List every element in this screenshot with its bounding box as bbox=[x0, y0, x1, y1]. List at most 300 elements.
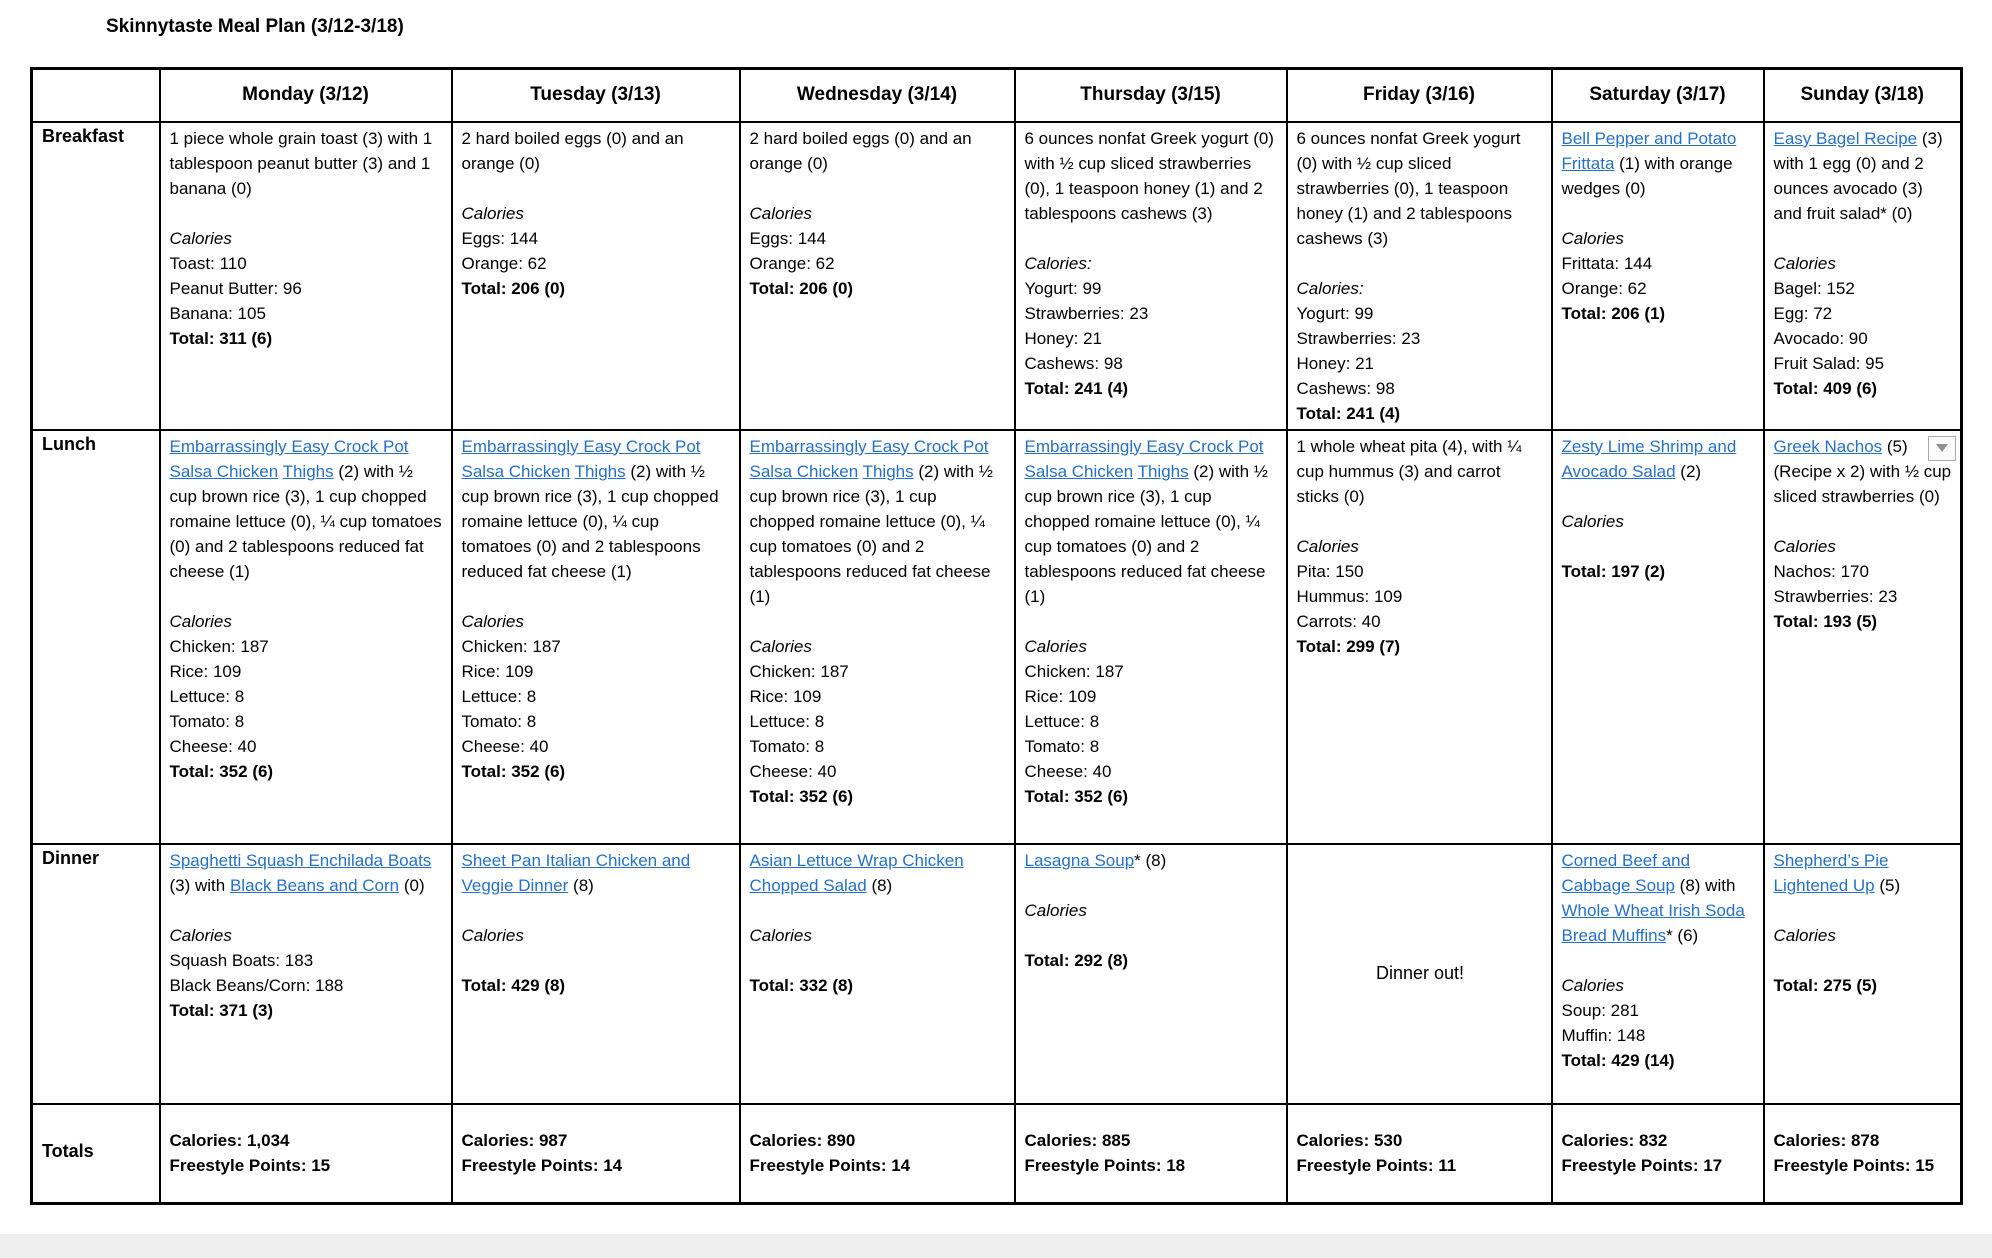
plain-text: Lettuce: 8 bbox=[461, 686, 537, 706]
total-text: Freestyle Points: 15 bbox=[169, 1156, 331, 1176]
text-line bbox=[1774, 1153, 1954, 1178]
total-text: Calories: 885 bbox=[1024, 1131, 1131, 1151]
plain-text: (2) with ½ cup brown rice (3), 1 cup chopped romaine lettuce (0), ¼ cup tomatoes (0) and 2 tablespoons reduced fat cheese (1) bbox=[169, 461, 442, 581]
recipe-link[interactable]: Zesty Lime Shrimp and Avocado Salad bbox=[1561, 436, 1737, 481]
text-line bbox=[170, 434, 444, 584]
plain-text: (8) bbox=[568, 875, 594, 895]
plain-text: Soup: 281 bbox=[1561, 1000, 1640, 1020]
total-text: Calories: 1,034 bbox=[169, 1131, 290, 1151]
text-line bbox=[1774, 376, 1954, 401]
corner-cell bbox=[32, 69, 160, 122]
cell-tuesday-lunch bbox=[452, 430, 740, 844]
total-text: Total: 206 (0) bbox=[749, 278, 854, 298]
text-line bbox=[462, 609, 732, 634]
cell-friday-totals bbox=[1287, 1104, 1552, 1204]
text-line bbox=[750, 948, 1007, 973]
text-line bbox=[1562, 998, 1756, 1023]
plain-text: Orange: 62 bbox=[1561, 278, 1647, 298]
total-text: Freestyle Points: 18 bbox=[1024, 1156, 1186, 1176]
dropdown-arrow-icon[interactable] bbox=[1928, 436, 1956, 461]
text-line bbox=[1774, 126, 1954, 226]
text-line bbox=[1774, 1128, 1954, 1153]
cell-friday-dinner bbox=[1287, 844, 1552, 1104]
text-line bbox=[1297, 301, 1544, 326]
text-line bbox=[462, 734, 732, 759]
row-label-totals: Totals bbox=[32, 1104, 160, 1204]
plain-text: 2 hard boiled eggs (0) and an orange (0) bbox=[461, 128, 684, 173]
recipe-link[interactable]: Embarrassingly Easy Crock Pot Salsa Chicken bbox=[461, 436, 701, 481]
text-line bbox=[1562, 973, 1756, 998]
plain-text: Lettuce: 8 bbox=[169, 686, 245, 706]
cell-wednesday-breakfast bbox=[740, 122, 1015, 430]
text-line bbox=[750, 898, 1007, 923]
calories-heading: Calories bbox=[1024, 900, 1087, 920]
text-line bbox=[1774, 898, 1954, 923]
text-line bbox=[462, 276, 732, 301]
recipe-link[interactable]: Shepherd’s Pie Lightened Up bbox=[1773, 850, 1889, 895]
text-line bbox=[1562, 1153, 1756, 1178]
text-line bbox=[462, 251, 732, 276]
text-line bbox=[1025, 1128, 1279, 1153]
text-line bbox=[1774, 509, 1954, 534]
text-line bbox=[170, 634, 444, 659]
text-line bbox=[1297, 434, 1544, 509]
text-line bbox=[170, 301, 444, 326]
text-line bbox=[1562, 1128, 1756, 1153]
recipe-link[interactable]: Lasagna Soup bbox=[1024, 850, 1135, 870]
recipe-link[interactable]: Whole Wheat Irish Soda Bread Muffins bbox=[1561, 900, 1745, 945]
text-line bbox=[170, 251, 444, 276]
calories-heading: Calories bbox=[1773, 925, 1836, 945]
text-line bbox=[1025, 351, 1279, 376]
text-line bbox=[1562, 1048, 1756, 1073]
text-line bbox=[750, 201, 1007, 226]
recipe-link[interactable]: Black Beans and Corn bbox=[229, 875, 400, 895]
text-line bbox=[170, 923, 444, 948]
plain-text: Hummus: 109 bbox=[1296, 586, 1403, 606]
text-line bbox=[170, 734, 444, 759]
text-line bbox=[170, 276, 444, 301]
text-line bbox=[462, 634, 732, 659]
row-label-breakfast: Breakfast bbox=[32, 122, 160, 430]
lunch-row bbox=[32, 430, 1962, 844]
calories-heading: Calories bbox=[1773, 536, 1836, 556]
text-line bbox=[1562, 848, 1756, 948]
text-line bbox=[1025, 126, 1279, 226]
recipe-link[interactable]: Thighs bbox=[574, 461, 626, 481]
column-header-tuesday: Tuesday (3/13) bbox=[452, 69, 740, 122]
total-text: Total: 409 (6) bbox=[1773, 378, 1878, 398]
text-line bbox=[170, 1128, 444, 1153]
plain-text: Yogurt: 99 bbox=[1296, 303, 1374, 323]
text-line bbox=[462, 201, 732, 226]
total-text: Total: 352 (6) bbox=[169, 761, 274, 781]
text-line bbox=[1774, 923, 1954, 948]
recipe-link[interactable]: Thighs bbox=[282, 461, 334, 481]
text-line bbox=[170, 609, 444, 634]
plain-text: (8) bbox=[866, 875, 893, 895]
recipe-link[interactable]: Asian Lettuce Wrap Chicken Chopped Salad bbox=[749, 850, 964, 895]
text-line bbox=[462, 176, 732, 201]
text-line bbox=[1774, 351, 1954, 376]
plain-text: Fruit Salad: 95 bbox=[1773, 353, 1885, 373]
total-text: Freestyle Points: 11 bbox=[1296, 1156, 1457, 1176]
plain-text: (0) bbox=[399, 875, 425, 895]
text-line bbox=[1297, 251, 1544, 276]
text-line bbox=[170, 584, 444, 609]
cell-monday-dinner bbox=[160, 844, 452, 1104]
plain-text: Rice: 109 bbox=[1024, 686, 1097, 706]
calories-heading: Calories bbox=[1561, 228, 1624, 248]
plain-text: Rice: 109 bbox=[169, 661, 242, 681]
total-text: Total: 429 (14) bbox=[1561, 1050, 1675, 1070]
text-line bbox=[1025, 276, 1279, 301]
text-line bbox=[750, 434, 1007, 609]
text-line bbox=[1297, 609, 1544, 634]
total-text: Calories: 890 bbox=[749, 1131, 856, 1151]
plain-text: (2) with ½ cup brown rice (3), 1 cup chopped romaine lettuce (0), ¼ cup tomatoes (0) and 2 tablespoons reduced fat cheese (1) bbox=[749, 461, 993, 606]
total-text: Calories: 832 bbox=[1561, 1131, 1668, 1151]
recipe-link[interactable]: Bell Pepper and Potato Frittata bbox=[1561, 128, 1737, 173]
plain-text: Rice: 109 bbox=[461, 661, 534, 681]
text-line bbox=[170, 126, 444, 201]
total-text: Total: 352 (6) bbox=[749, 786, 854, 806]
plain-text: (5) bbox=[1874, 875, 1901, 895]
plain-text: Rice: 109 bbox=[749, 686, 822, 706]
recipe-link[interactable]: Thighs bbox=[862, 461, 914, 481]
plain-text: Strawberries: 23 bbox=[1024, 303, 1149, 323]
text-line bbox=[750, 734, 1007, 759]
total-text: Total: 292 (8) bbox=[1024, 950, 1129, 970]
calories-heading: Calories bbox=[1561, 975, 1624, 995]
text-line bbox=[750, 1153, 1007, 1178]
recipe-link[interactable]: Easy Bagel Recipe bbox=[1773, 128, 1918, 148]
text-line bbox=[1297, 559, 1544, 584]
text-line bbox=[1297, 634, 1544, 659]
calories-heading: Calories bbox=[169, 925, 232, 945]
cell-saturday-totals bbox=[1552, 1104, 1764, 1204]
total-text: Total: 206 (0) bbox=[461, 278, 566, 298]
text-line bbox=[750, 226, 1007, 251]
plain-text: (2) with ½ cup brown rice (3), 1 cup chopped romaine lettuce (0), ¼ cup tomatoes (0) and 2 tablespoons reduced fat cheese (1) bbox=[1024, 461, 1268, 606]
calories-heading: Calories bbox=[1773, 253, 1836, 273]
text-line bbox=[462, 659, 732, 684]
text-line bbox=[1562, 559, 1756, 584]
text-line bbox=[1774, 434, 1954, 509]
text-line bbox=[1025, 634, 1279, 659]
text-line bbox=[1025, 251, 1279, 276]
calories-heading: Calories bbox=[461, 925, 524, 945]
text-line bbox=[1297, 126, 1544, 251]
text-line bbox=[1025, 709, 1279, 734]
text-line bbox=[750, 1128, 1007, 1153]
text-line bbox=[170, 201, 444, 226]
total-text: Total: 429 (8) bbox=[461, 975, 566, 995]
text-line bbox=[750, 923, 1007, 948]
recipe-link[interactable]: Corned Beef and Cabbage Soup bbox=[1561, 850, 1691, 895]
dinner-row bbox=[32, 844, 1962, 1104]
plain-text: (1) with orange wedges (0) bbox=[1561, 153, 1733, 198]
text-line bbox=[1297, 961, 1544, 986]
page-title: Skinnytaste Meal Plan (3/12-3/18) bbox=[106, 16, 404, 37]
cell-sunday-totals bbox=[1764, 1104, 1962, 1204]
total-text: Freestyle Points: 14 bbox=[749, 1156, 911, 1176]
column-header-thursday: Thursday (3/15) bbox=[1015, 69, 1287, 122]
text-line bbox=[170, 898, 444, 923]
cell-thursday-lunch bbox=[1015, 430, 1287, 844]
total-text: Total: 275 (5) bbox=[1773, 975, 1878, 995]
plain-text: Tomato: 8 bbox=[1024, 736, 1100, 756]
text-line bbox=[1774, 326, 1954, 351]
text-line bbox=[1774, 848, 1954, 898]
text-line bbox=[170, 1153, 444, 1178]
text-line bbox=[462, 126, 732, 176]
cell-monday-totals bbox=[160, 1104, 452, 1204]
plain-text: * (6) bbox=[1666, 925, 1699, 945]
text-line bbox=[750, 848, 1007, 898]
recipe-link[interactable]: Spaghetti Squash Enchilada Boats bbox=[169, 850, 432, 870]
plain-text: Lettuce: 8 bbox=[749, 711, 825, 731]
text-line bbox=[1025, 948, 1279, 973]
recipe-link[interactable]: Embarrassingly Easy Crock Pot Salsa Chicken bbox=[1024, 436, 1264, 481]
total-text: Total: 371 (3) bbox=[169, 1000, 274, 1020]
total-text: Total: 311 (6) bbox=[169, 328, 273, 348]
text-line bbox=[462, 948, 732, 973]
plain-text: (3) with 1 egg (0) and 2 ounces avocado (3) and fruit salad* (0) bbox=[1773, 128, 1943, 223]
meal-plan-table bbox=[30, 67, 1963, 1205]
text-line bbox=[1025, 301, 1279, 326]
text-line bbox=[1774, 584, 1954, 609]
text-line bbox=[1297, 1128, 1544, 1153]
total-text: Total: 241 (4) bbox=[1024, 378, 1129, 398]
plain-text: Lettuce: 8 bbox=[1024, 711, 1100, 731]
text-line bbox=[1025, 1153, 1279, 1178]
plain-text: 6 ounces nonfat Greek yogurt (0) with ½ cup sliced strawberries (0), 1 teaspoon honey (1) and 2 tablespoons cashews (3) bbox=[1296, 128, 1521, 248]
plain-text: (2) bbox=[1675, 461, 1702, 481]
total-text: Freestyle Points: 17 bbox=[1561, 1156, 1723, 1176]
text-line bbox=[170, 998, 444, 1023]
text-line bbox=[1025, 848, 1279, 873]
calories-heading: Calories bbox=[169, 611, 232, 631]
plain-text: Strawberries: 23 bbox=[1296, 328, 1421, 348]
plain-text: 1 whole wheat pita (4), with ¼ cup hummus (3) and carrot sticks (0) bbox=[1296, 436, 1522, 506]
calories-heading: Calories bbox=[1024, 636, 1087, 656]
text-line bbox=[1297, 401, 1544, 426]
text-line bbox=[1025, 376, 1279, 401]
text-line bbox=[1562, 251, 1756, 276]
text-line bbox=[170, 326, 444, 351]
plain-text: Chicken: 187 bbox=[1024, 661, 1124, 681]
plain-text: Cheese: 40 bbox=[749, 761, 837, 781]
recipe-link[interactable]: Thighs bbox=[1137, 461, 1189, 481]
total-text: Total: 352 (6) bbox=[1024, 786, 1129, 806]
totals-row bbox=[32, 1104, 1962, 1204]
text-line bbox=[1774, 559, 1954, 584]
plain-text: Chicken: 187 bbox=[749, 661, 849, 681]
plain-text: Peanut Butter: 96 bbox=[169, 278, 302, 298]
text-line bbox=[1562, 948, 1756, 973]
recipe-link[interactable]: Sheet Pan Italian Chicken and Veggie Dinner bbox=[461, 850, 691, 895]
text-line bbox=[1025, 734, 1279, 759]
text-line bbox=[1562, 1023, 1756, 1048]
cell-saturday-dinner bbox=[1552, 844, 1764, 1104]
plain-text: (2) with ½ cup brown rice (3), 1 cup chopped romaine lettuce (0), ¼ cup tomatoes (0) and 2 tablespoons reduced fat cheese (1) bbox=[461, 461, 719, 581]
calories-heading: Calories: bbox=[1296, 278, 1364, 298]
text-line bbox=[1562, 226, 1756, 251]
text-line bbox=[1025, 226, 1279, 251]
plain-text: Squash Boats: 183 bbox=[169, 950, 314, 970]
plain-text: Chicken: 187 bbox=[461, 636, 561, 656]
text-line bbox=[750, 609, 1007, 634]
cell-wednesday-totals bbox=[740, 1104, 1015, 1204]
text-line bbox=[1025, 684, 1279, 709]
text-line bbox=[462, 1153, 732, 1178]
plain-text: Toast: 110 bbox=[169, 253, 247, 273]
total-text: Freestyle Points: 15 bbox=[1773, 1156, 1935, 1176]
text-line bbox=[170, 659, 444, 684]
plain-text: 1 piece whole grain toast (3) with 1 tablespoon peanut butter (3) and 1 banana (0) bbox=[169, 128, 433, 198]
text-line bbox=[462, 923, 732, 948]
calories-heading: Calories bbox=[749, 203, 812, 223]
text-line bbox=[1025, 784, 1279, 809]
breakfast-row bbox=[32, 122, 1962, 430]
total-text: Total: 332 (8) bbox=[749, 975, 854, 995]
text-line bbox=[750, 176, 1007, 201]
plain-text: Cashews: 98 bbox=[1024, 353, 1123, 373]
text-line bbox=[170, 226, 444, 251]
text-line bbox=[1297, 584, 1544, 609]
text-line bbox=[462, 1128, 732, 1153]
text-line bbox=[1774, 534, 1954, 559]
text-line bbox=[462, 759, 732, 784]
calories-heading: Calories bbox=[169, 228, 232, 248]
text-line bbox=[1297, 326, 1544, 351]
text-line bbox=[1774, 226, 1954, 251]
text-line bbox=[462, 848, 732, 898]
text-line bbox=[1297, 376, 1544, 401]
plain-text: Cheese: 40 bbox=[1024, 761, 1112, 781]
plain-text: 2 hard boiled eggs (0) and an orange (0) bbox=[749, 128, 972, 173]
text-line bbox=[1025, 759, 1279, 784]
plain-text: Cheese: 40 bbox=[461, 736, 549, 756]
total-text: Calories: 878 bbox=[1773, 1131, 1880, 1151]
text-line bbox=[1562, 126, 1756, 201]
plain-text: Pita: 150 bbox=[1296, 561, 1364, 581]
text-line bbox=[1297, 534, 1544, 559]
calories-heading: Calories bbox=[749, 925, 812, 945]
plain-text: Black Beans/Corn: 188 bbox=[169, 975, 344, 995]
calories-heading: Calories bbox=[461, 203, 524, 223]
text-line bbox=[750, 973, 1007, 998]
cell-tuesday-dinner bbox=[452, 844, 740, 1104]
plain-text: 6 ounces nonfat Greek yogurt (0) with ½ cup sliced strawberries (0), 1 teaspoon honey (1) and 2 tablespoons cashews (3) bbox=[1024, 128, 1274, 223]
plain-text: Muffin: 148 bbox=[1561, 1025, 1646, 1045]
cell-sunday-dinner bbox=[1764, 844, 1962, 1104]
row-label-lunch: Lunch bbox=[32, 430, 160, 844]
text-line bbox=[750, 251, 1007, 276]
total-text: Total: 241 (4) bbox=[1296, 403, 1401, 423]
cell-thursday-totals bbox=[1015, 1104, 1287, 1204]
plain-text: Yogurt: 99 bbox=[1024, 278, 1102, 298]
recipe-link[interactable]: Greek Nachos bbox=[1773, 436, 1883, 456]
cell-wednesday-lunch bbox=[740, 430, 1015, 844]
total-text: Calories: 530 bbox=[1296, 1131, 1403, 1151]
text-line bbox=[170, 709, 444, 734]
plain-text: Bagel: 152 bbox=[1773, 278, 1855, 298]
text-line bbox=[462, 973, 732, 998]
text-line bbox=[750, 659, 1007, 684]
text-line bbox=[170, 948, 444, 973]
plain-text: Nachos: 170 bbox=[1773, 561, 1869, 581]
plain-text: Orange: 62 bbox=[461, 253, 547, 273]
cell-thursday-breakfast bbox=[1015, 122, 1287, 430]
text-line bbox=[1562, 509, 1756, 534]
text-line bbox=[1774, 276, 1954, 301]
plain-text: Avocado: 90 bbox=[1773, 328, 1868, 348]
text-line bbox=[462, 898, 732, 923]
plain-text: Strawberries: 23 bbox=[1773, 586, 1898, 606]
plain-text: Egg: 72 bbox=[1773, 303, 1833, 323]
text-line bbox=[170, 684, 444, 709]
cell-monday-breakfast bbox=[160, 122, 452, 430]
column-header-wednesday: Wednesday (3/14) bbox=[740, 69, 1015, 122]
cell-sunday-lunch bbox=[1764, 430, 1962, 844]
down-triangle-icon bbox=[1936, 444, 1948, 452]
text-line bbox=[1562, 484, 1756, 509]
text-line bbox=[462, 584, 732, 609]
total-text: Freestyle Points: 14 bbox=[461, 1156, 623, 1176]
text-line bbox=[462, 226, 732, 251]
calories-heading: Calories bbox=[749, 636, 812, 656]
text-line bbox=[750, 126, 1007, 176]
cell-tuesday-totals bbox=[452, 1104, 740, 1204]
recipe-link[interactable]: Embarrassingly Easy Crock Pot Salsa Chicken bbox=[169, 436, 409, 481]
text-line bbox=[750, 684, 1007, 709]
plain-text: Cheese: 40 bbox=[169, 736, 257, 756]
total-text: Total: 206 (1) bbox=[1561, 303, 1666, 323]
plain-text: (8) with bbox=[1674, 875, 1736, 895]
total-text: Total: 193 (5) bbox=[1773, 611, 1878, 631]
text-line bbox=[1025, 434, 1279, 609]
cell-friday-lunch bbox=[1287, 430, 1552, 844]
text-line bbox=[1025, 659, 1279, 684]
plain-text: Eggs: 144 bbox=[749, 228, 827, 248]
text-line bbox=[462, 709, 732, 734]
text-line bbox=[1297, 276, 1544, 301]
text-line bbox=[1025, 609, 1279, 634]
plain-text: Banana: 105 bbox=[169, 303, 266, 323]
text-line bbox=[750, 634, 1007, 659]
column-header-monday: Monday (3/12) bbox=[160, 69, 452, 122]
text-line bbox=[750, 709, 1007, 734]
text-line bbox=[1774, 948, 1954, 973]
text-line bbox=[1025, 898, 1279, 923]
cell-saturday-breakfast bbox=[1552, 122, 1764, 430]
plain-text: * (8) bbox=[1134, 850, 1167, 870]
text-line bbox=[1297, 509, 1544, 534]
plain-text: Tomato: 8 bbox=[169, 711, 245, 731]
page-bottom-edge bbox=[0, 1234, 1992, 1258]
column-header-sunday: Sunday (3/18) bbox=[1764, 69, 1962, 122]
text-line bbox=[1025, 326, 1279, 351]
text-line bbox=[1562, 301, 1756, 326]
plain-text: Chicken: 187 bbox=[169, 636, 269, 656]
row-label-dinner: Dinner bbox=[32, 844, 160, 1104]
recipe-link[interactable]: Embarrassingly Easy Crock Pot Salsa Chicken bbox=[749, 436, 989, 481]
plain-text: (5) (Recipe x 2) with ½ cup sliced strawberries (0) bbox=[1773, 436, 1952, 506]
total-text: Calories: 987 bbox=[461, 1131, 568, 1151]
total-text: Total: 197 (2) bbox=[1561, 561, 1666, 581]
